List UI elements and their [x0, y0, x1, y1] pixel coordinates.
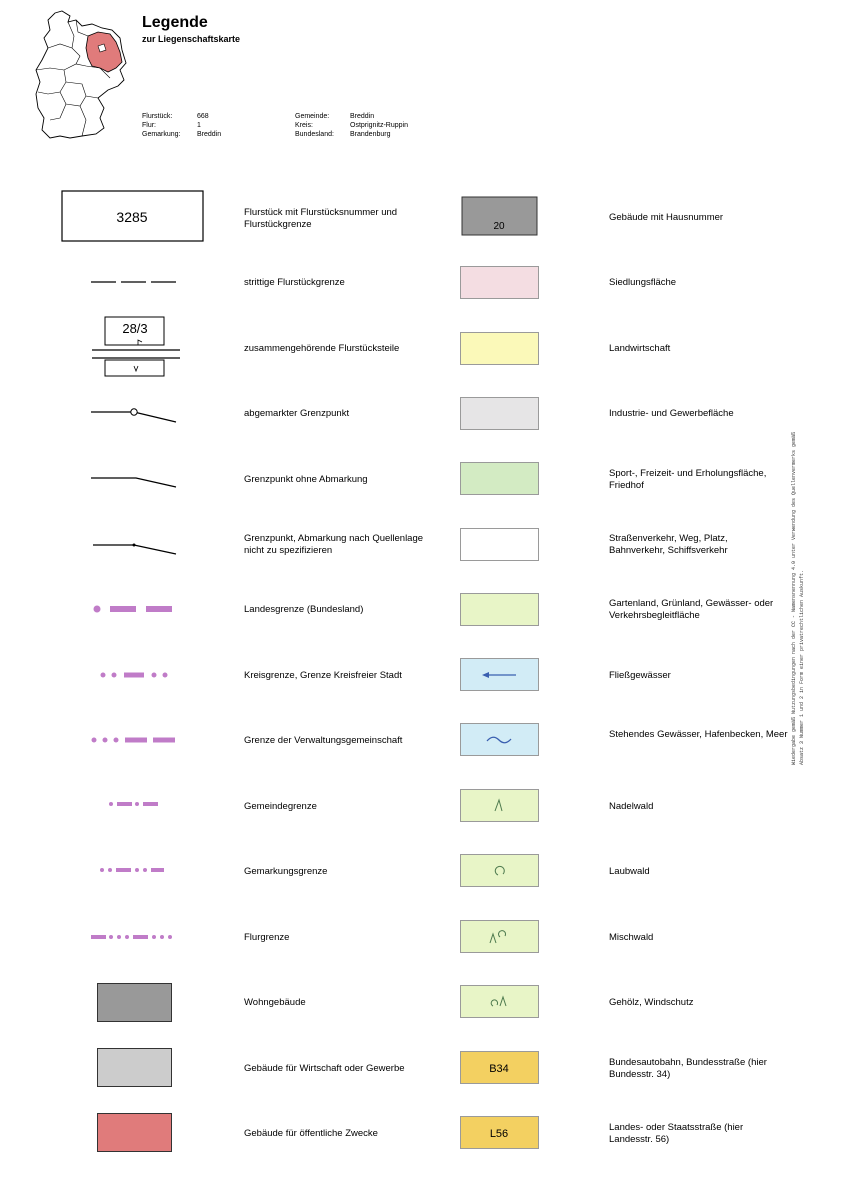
- meta-key: Gemeinde:: [295, 113, 330, 120]
- legend-label-municipality-boundary: Gemeindegrenze: [244, 801, 317, 812]
- legend-label-garden: Gartenland, Grünland, Gewässer- oder Verkehrsbegleitfläche: [609, 598, 774, 621]
- agriculture-swatch: [460, 332, 539, 365]
- legend-label-marked-point: abgemarkter Grenzpunkt: [244, 408, 350, 419]
- woods-windbreak-swatch: [460, 985, 540, 1019]
- legend-title: Legende: [142, 14, 208, 31]
- legend-label-field-boundary: Flurgrenze: [244, 932, 290, 943]
- legend-subtitle: zur Liegenschaftskarte: [142, 34, 241, 44]
- meta-value: 1: [197, 122, 201, 129]
- standing-water-swatch: [460, 723, 540, 757]
- industry-swatch: [460, 397, 539, 430]
- legend-label-recreation: Sport-, Freizeit- und Erholungsfläche, Friedhof: [609, 468, 767, 491]
- mixed-forest-swatch: [460, 920, 540, 954]
- legend-label-house-number: Gebäude mit Hausnummer: [609, 212, 724, 223]
- recreation-swatch: [460, 462, 539, 495]
- meta-key: Gemarkung:: [142, 131, 181, 138]
- legend-label-connected: zusammengehörende Flurstücksteile: [244, 343, 400, 354]
- unspecified-point-symbol: [90, 538, 180, 558]
- legend-label-agriculture: Landwirtschaft: [609, 343, 671, 354]
- legend-label-industry: Industrie- und Gewerbefläche: [609, 408, 734, 419]
- legend-label-federal-road: Bundesautobahn, Bundesstraße (hier Bundesstr. 34): [609, 1057, 767, 1080]
- parcel-info-right: [295, 112, 408, 139]
- meta-key: Flurstück:: [142, 113, 173, 120]
- legend-label-standing-water: Stehendes Gewässer, Hafenbecken, Meer: [609, 729, 788, 740]
- meta-value: Ostprignitz-Ruppin: [350, 122, 408, 129]
- meta-key: Flur:: [142, 122, 156, 129]
- garden-swatch: [460, 593, 539, 626]
- legend-label-traffic: Straßenverkehr, Weg, Platz, Bahnverkehr, Schiffsverkehr: [609, 533, 728, 556]
- legend-label-state-boundary: Landesgrenze (Bundesland): [244, 604, 364, 615]
- meta-key: Kreis:: [295, 122, 313, 129]
- legend-label-woods: Gehölz, Windschutz: [609, 997, 694, 1008]
- federal-road-number: B34: [489, 1063, 509, 1075]
- state-boundary-symbol: [90, 602, 180, 616]
- public-building-swatch: [97, 1113, 172, 1152]
- building-house-number-symbol: [461, 196, 539, 238]
- legend-label-state-road: Landes- oder Staatsstraße (hier Landesstr. 56): [609, 1122, 744, 1145]
- legend-label-disputed: strittige Flurstückgrenze: [244, 277, 345, 288]
- commercial-building-swatch: [97, 1048, 172, 1087]
- legend-label-settlement: Siedlungsfläche: [609, 277, 677, 288]
- parcel-symbol: [60, 189, 206, 243]
- legend-label-admin-union-boundary: Grenze der Verwaltungsgemeinschaft: [244, 735, 403, 746]
- germany-locator-map: [30, 8, 140, 143]
- license-side-note: Wiedergabe gemäß Nutzungsbedingungen nach der CC - Namensnennung 4.0 unter Verwendung des Quellenvermerks gemäß Absatz 3 Nummer 1 und 2 in Form einer privatrechtlichen Auskunft.: [791, 431, 805, 765]
- legend-label-cadastral-district-boundary: Gemarkungsgrenze: [244, 866, 328, 877]
- meta-value: Breddin: [197, 131, 222, 138]
- disputed-boundary-symbol: [90, 276, 180, 288]
- connected-parts-number: 28/3: [122, 321, 148, 336]
- house-number-text: 20: [493, 221, 505, 232]
- district-boundary-symbol: [90, 669, 180, 681]
- legend-label-residential: Wohngebäude: [244, 997, 306, 1008]
- admin-union-boundary-symbol: [88, 734, 180, 746]
- meta-value: 668: [197, 113, 209, 120]
- conifer-forest-swatch: [460, 789, 540, 823]
- legend-label-conifer: Nadelwald: [609, 801, 654, 812]
- deciduous-forest-swatch: [460, 854, 540, 888]
- meta-value: Brandenburg: [350, 131, 391, 138]
- flowing-water-swatch: [460, 658, 540, 692]
- connected-parts-symbol: [90, 316, 182, 378]
- legend-label-unmarked-point: Grenzpunkt ohne Abmarkung: [244, 474, 368, 485]
- municipality-boundary-symbol: [104, 799, 164, 809]
- meta-value: Breddin: [350, 113, 375, 120]
- legend-label-commercial: Gebäude für Wirtschaft oder Gewerbe: [244, 1063, 405, 1074]
- legend-label-parcel: Flurstück mit Flurstücksnummer und Flurstückgrenze: [244, 207, 398, 230]
- residential-building-swatch: [97, 983, 172, 1022]
- meta-key: Bundesland:: [295, 131, 334, 138]
- parcel-number-text: 3285: [116, 209, 148, 225]
- federal-road-swatch: [460, 1051, 540, 1085]
- settlement-swatch: [460, 266, 539, 299]
- unmarked-point-symbol: [90, 472, 180, 492]
- legend-label-public: Gebäude für öffentliche Zwecke: [244, 1128, 378, 1139]
- legend-label-deciduous: Laubwald: [609, 866, 650, 877]
- legend-label-mixed: Mischwald: [609, 932, 654, 943]
- legend-label-district-boundary: Kreisgrenze, Grenze Kreisfreier Stadt: [244, 670, 402, 681]
- state-road-number: L56: [489, 1128, 509, 1140]
- cadastral-district-boundary-symbol: [96, 865, 168, 875]
- marked-point-symbol: [90, 404, 180, 426]
- parcel-info-left: [142, 112, 221, 139]
- field-boundary-symbol: [88, 932, 180, 942]
- legend-label-flowing-water: Fließgewässer: [609, 670, 671, 681]
- state-road-swatch: [460, 1116, 540, 1150]
- traffic-swatch: [460, 528, 539, 561]
- legend-label-unspecified-point: Grenzpunkt, Abmarkung nach Quellenlage nicht zu spezifizieren: [244, 533, 424, 556]
